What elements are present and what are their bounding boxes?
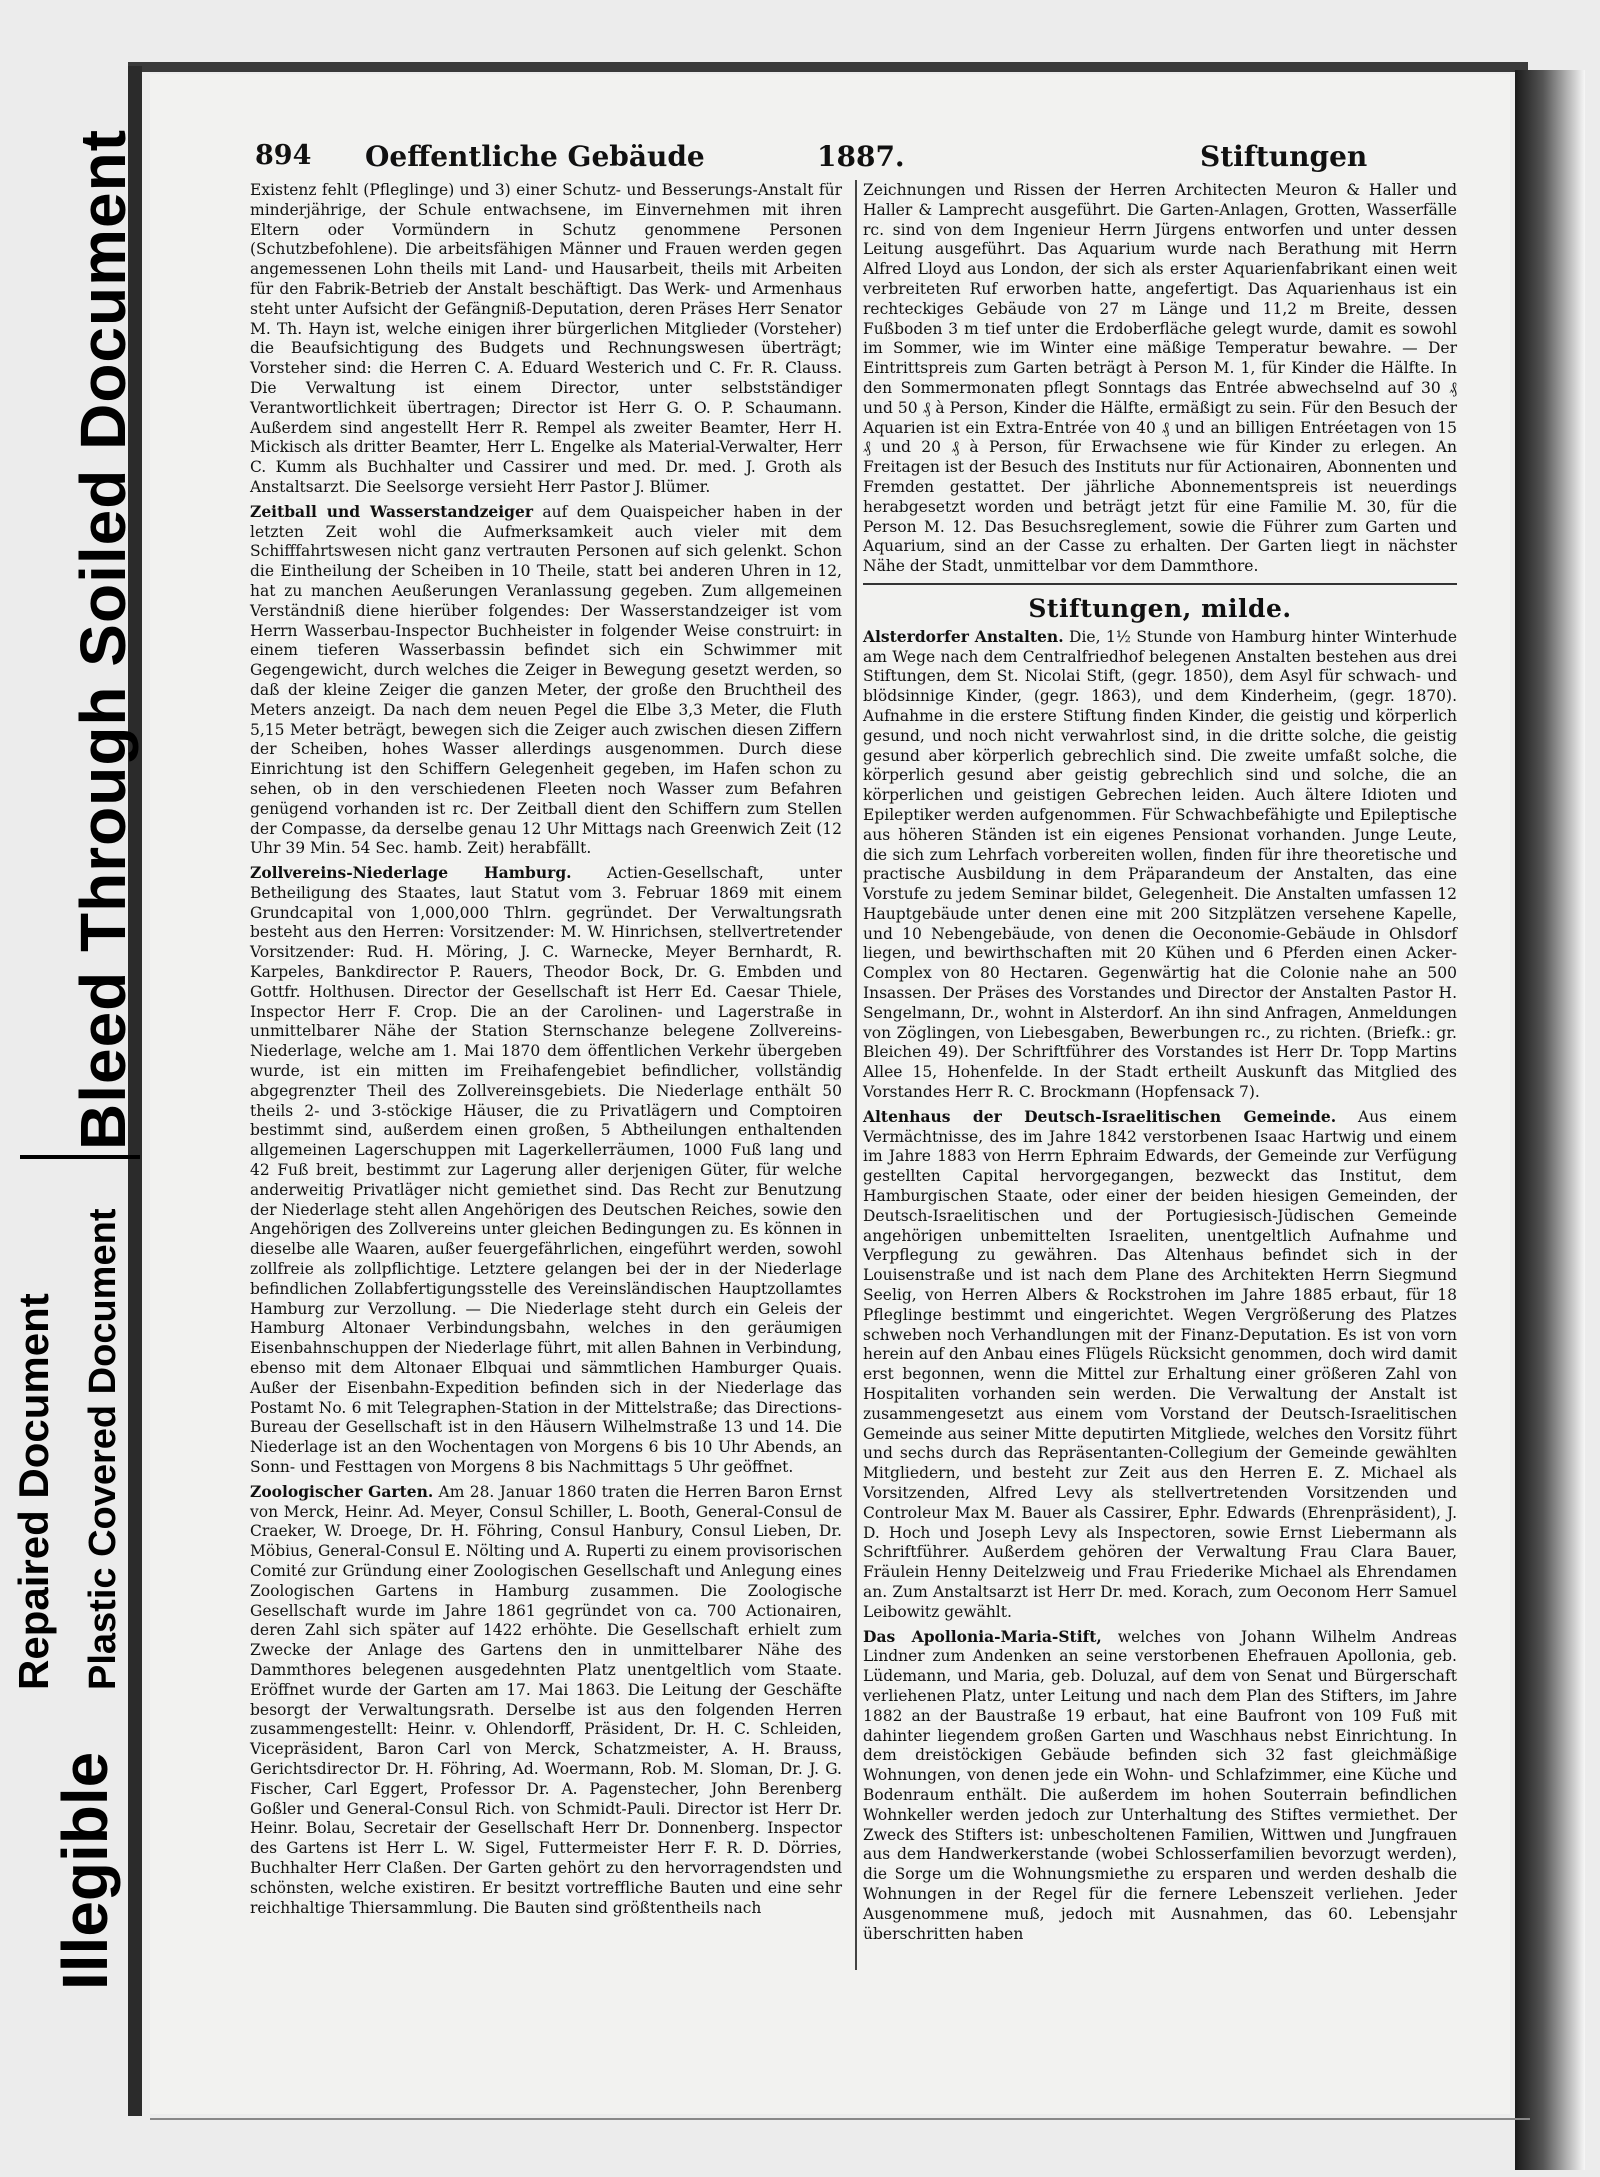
paragraph-altenhaus [863, 1107, 1457, 1623]
entry-text-zollvereins: Actien-Gesellschaft, unter Betheiligung des Staates, laut Statut vom 3. Februar 1869 mit einem Grundcapital von 1,000,000 Thlrn. gegründet. Der Verwaltungsrath besteht aus den Herren: Vorsitzender: M. W. Hinrichsen, stellvertretender Vorsitzender: Rud. H. Möring, J. C. Warnecke, Meyer Bernhardt, R. Karpeles, Bankdirector P. Rauers, Theodor Bock, Dr. G. Embden und Gottfr. Holthusen. Director der Gesellschaft ist Herr Ed. Caesar Thiele, Inspector Herr F. Crop. Die an der Carolinen- und Lagerstraße in unmittelbarer Nähe der Station Sternschanze belegene Zollvereins-Niederlage, welche am 1. Mai 1870 dem öffentlichen Verkehr übergeben wurde, ist ein mitten im Freihafengebiet befindlicher, vollständig abgegrenzter Theil des Zollvereinsgebiets. Die Niederlage enthält 50 theils 2- und 3-stöckige Häuser, die zu Privatlägern und Comptoiren bestimmt sind, außerdem einen großen, 5 Abtheilungen enthaltenden allgemeinen Lagerschuppen mit Lagerkellerräumen, 1000 Fuß lang und 42 Fuß breit, bestimmt zur Lagerung aller derjenigen Güter, für welche anderweitig Privatläger nicht gemiethet sind. Das Recht zur Benutzung der Niederlage steht allen Angehörigen des Deutschen Reiches, sowie den Angehörigen des Zollvereins unter gleichen Bedingungen zu. Es können in dieselbe alle Waaren, außer feuergefährlichen, eingeführt werden, sowohl zollfreie als zollpflichtige. Letztere gelangen bei der in der Niederlage befindlichen Zollabfertigungsstelle des Vereinsländischen Hauptzollamtes Hamburg zur Verzollung. — Die Niederlage steht durch ein Geleis der Hamburg Altonaer Verbindungsbahn, welches in den geräumigen Eisenbahnschuppen der Niederlage führt, mit allen Bahnen in Verbindung, ebenso mit dem Altonaer Elbquai und sämmtlichen Hamburger Quais. Außer der Eisenbahn-Expedition befinden sich in der Niederlage das Postamt No. 6 mit Telegraphen-Station in der Mittelstraße; das Directions-Bureau der Gesellschaft ist in den Häusern Wilhelmstraße 13 und 14. Die Niederlage ist an den Wochentagen von Morgens 6 bis 10 Uhr Abends, an Sonn- und Festtagen von Morgens 8 bis Nachmittags 5 Uhr geöffnet. [250, 864, 842, 1476]
header-left-title: Oeffentliche Gebäude [365, 140, 705, 173]
page-bottom-edge [150, 2118, 1530, 2120]
entry-text-apollonia: welches von Johann Wilhelm Andreas Lindner zum Andenken an seine verstorbenen Ehefrauen Apollonia, geb. Lüdemann, und Maria, geb. Doluzal, auf dem von Senat und Bürgerschaft verliehenen Platz, unter Leitung und nach dem Plan des Stifters, im Jahre 1882 an der Baustraße 19 erbaut, hat eine Baufront von 109 Fuß mit dahinter liegendem großen Garten und Waschhaus nebst Einrichtung. In dem dreistöckigen Gebäude befinden sich 32 fast gleichmäßige Wohnungen, von denen jede ein Wohn- und Schlafzimmer, eine Küche und Bodenraum enthält. Die außerdem im hohen Souterrain befindlichen Wohnkeller werden jedoch zur Unterhaltung des Stiftes vermiethet. Der Zweck des Stifters ist: unbescholtenen Familien, Wittwen und Jungfrauen aus dem Handwerkerstande (wobei Schlosserfamilien bevorzugt werden), die Sorge um die Wohnungsmiethe zu ersparen und werden deshalb die Wohnungen in der Regel für die fernere Lebenszeit verliehen. Jeder Ausgenommene muß, jedoch mit Ausnahmen, das 60. Lebensjahr überschritten haben [863, 1627, 1457, 1943]
page-number: 894 [255, 140, 312, 171]
section-heading-stiftungen: Stiftungen, milde. [1028, 593, 1292, 623]
entry-text-zoologischer-garten: Am 28. Januar 1860 traten die Herren Baron Ernst von Merck, Heinr. Ad. Meyer, Consul Schiller, L. Booth, General-Consul de Craeker, W. Droege, Dr. H. Föhring, Consul Hanbury, Consul Lieben, Dr. Möbius, General-Consul E. Nölting und A. Ruperti zu einem provisorischen Comité zur Gründung einer Zoologischen Gesellschaft und Anlegung eines Zoologischen Gartens in Hamburg zusammen. Die Zoologische Gesellschaft wurde im Jahre 1861 gegründet von ca. 700 Actionairen, deren Zahl sich später auf 1422 erhöhte. Die Gesellschaft erhielt zum Zwecke der Anlage des Gartens den in unmittelbarer Nähe des Dammthores belegenen ausgedehnten Platz unentgeltlich vom Staate. Eröffnet wurde der Garten am 17. Mai 1863. Die Leitung der Geschäfte besorgt der Verwaltungsrath. Derselbe ist aus den folgenden Herren zusammengestellt: Heinr. v. Ohlendorff, Präsident, Dr. H. C. Schleiden, Vicepräsident, Baron Carl von Merck, Schatzmeister, A. H. Brauss, Gerichtsdirector Dr. H. Föhring, Ad. Woermann, Rob. M. Sloman, Dr. J. G. Fischer, Carl Eggert, Professor Dr. A. Pagenstecher, John Berenberg Goßler und General-Consul Rich. von Schmidt-Pauli. Director ist Herr Dr. Heinr. Bolau, Secretair der Gesellschaft Herr Dr. Donnenberg. Inspector des Gartens ist Herr L. W. Sigel, Futtermeister Herr F. R. D. Dörries, Buchhalter Herr Claßen. Der Garten gehört zu den hervorragendsten und schönsten, welche existiren. Er besitzt vortreffliche Bauten und eine sehr reichhaltige Thiersammlung. Die Bauten sind größtentheils nach [250, 1482, 842, 1917]
paragraph-werk-armenhaus: Existenz fehlt (Pfleglinge) und 3) einer Schutz- und Besserungs-Anstalt für minderjährige, der Schule entwachsene, im Einvernehmen mit ihren Eltern oder Vormündern in Schutz genommene Personen (Schutzbefohlene). Die arbeitsfähigen Männer und Frauen werden gegen angemessenen Lohn theils mit Land- und Hausarbeit, theils mit Arbeiten für den Fabrik-Betrieb der Anstalt beschäftigt. Das Werk- und Armenhaus steht unter Aufsicht der Gefängniß-Deputation, deren Präses Herr Senator M. Th. Hayn ist, welche einigen ihrer bürgerlichen Mitglieder (Vorsteher) die Beaufsichtigung des Budgets und Rechnungswesen überträgt; Vorsteher sind: die Herren C. A. Eduard Westerich und C. Fr. R. Clauss. Die Verwaltung ist einem Director, unter selbstständiger Verantwortlichkeit übertragen; Director ist Herr G. O. P. Schaumann. Außerdem sind angestellt Herr R. Rempel als zweiter Beamter, Herr H. Mickisch als dritter Beamter, Herr L. Engelke als Material-Verwalter, Herr C. Kumm als Buchhalter und Cassirer und med. Dr. med. J. Groth als Anstaltsarzt. Die Seelsorge versieht Herr Pastor J. Blümer. [250, 181, 842, 496]
paragraph-apollonia-stift [863, 1627, 1457, 1945]
running-header [255, 140, 1485, 180]
paragraph-zollvereins-niederlage [250, 863, 842, 1478]
paragraph-alsterdorfer [863, 627, 1457, 1103]
stamp-illegible: Illegible [49, 1751, 121, 1990]
entry-text-altenhaus: Aus einem Vermächtnisse, des im Jahre 1842 verstorbenen Isaac Hartwig und einem im Jahre 1883 von Herrn Ephraim Edwards, der Gemeinde zur Verfügung gestellten Capital hervorgegangen, bezweckt das Institut, dem Hamburgischen Staate, oder einer der beiden hiesigen Gemeinden, der Deutsch-Israelitischen und der Portugiesisch-Jüdischen Gemeinde angehörigen unbemittelten Israeliten, unentgeltlich Aufnahme und Verpflegung zu gewähren. Das Altenhaus befindet sich in der Louisenstraße und ist nach dem Plane des Architekten Herrn Siegmund Seelig, von Herren Albers & Rockstrohen im Jahre 1885 erbaut, für 18 Pfleglinge bestimmt und eingerichtet. Wegen Vergrößerung des Platzes schweben noch Verhandlungen mit der Finanz-Deputation. Es ist von vorn herein auf den Anbau eines Flügels Rücksicht genommen, doch wird damit erst begonnen, wenn die Mittel zur Erhaltung einer größeren Zahl von Hospitaliten vorhanden sein werden. Die Verwaltung der Anstalt ist zusammengesetzt aus einem vom Vorstand der Deutsch-Israelitischen Gemeinde aus seiner Mitte deputirten Mitgliede, welches den Vorsitz führt und sechs durch das Repräsentanten-Collegium der Gemeinde gewählten Mitgliedern, und besteht zur Zeit aus den Herren E. Z. Michael als Vorsitzenden, Alfred Levy als stellvertretenden Vorsitzenden und Controleur Max M. Bauer als Cassirer, Ephr. Edwards (Ehrenpräsident), J. D. Hoch und Joseph Levy als Inspectoren, sowie Ernst Liebermann als Schriftführer. Außerdem gehören der Verwaltung Frau Clara Bauer, Fräulein Henny Deitelzweig und Frau Friederike Michael als Ehrendamen an. Zum Anstaltsarzt ist Herr Dr. med. Korach, zum Oeconom Herr Samuel Leibowitz gewählt. [863, 1107, 1458, 1621]
header-year: 1887. [817, 140, 905, 173]
stamp-repaired: Repaired Document [10, 1293, 57, 1690]
entry-title-zoologischer-garten: Zoologischer Garten. [250, 1481, 434, 1501]
entry-title-zollvereins: Zollvereins-Niederlage Hamburg. [250, 863, 572, 883]
stamp-bleed-through-soiled [66, 129, 140, 1150]
entry-title-zeitball: Zeitball und Wasserstandzeiger [250, 501, 534, 521]
right-column [863, 181, 1457, 1948]
paragraph-zeitball [250, 502, 842, 859]
stamp-divider [20, 1155, 140, 1159]
entry-title-alsterdorfer: Alsterdorfer Anstalten. [863, 626, 1064, 646]
page-edge-top [128, 62, 1528, 72]
paragraph-garten-continued: Zeichnungen und Rissen der Herren Architecten Meuron & Haller und Haller & Lamprecht ausgeführt. Die Garten-Anlagen, Grotten, Wasserfälle rc. sind von dem Ingenieur Herrn Jürgens entworfen und unter dessen Leitung ausgeführt. Das Aquarium wurde nach Berathung mit Herrn Alfred Lloyd aus London, der sich als erster Aquarienfabrikant einen weit verbreiteten Ruf erworben hatte, angefertigt. Das Aquarienhaus ist ein rechteckiges Gebäude von 27 m Länge und 11,2 m Breite, dessen Fußboden 3 m tief unter die Erdoberfläche gelegt wurde, damit es sowohl im Sommer, wie im Winter eine mäßige Temperatur bewahre. — Der Eintrittspreis zum Garten beträgt à Person M. 1, für Kinder die Hälfte. In den Sommermonaten pflegt Sonntags das Entrée abwechselnd auf 30 ₰ und 50 ₰ à Person, Kinder die Hälfte, ermäßigt zu sein. Für den Besuch der Aquarien ist ein Extra-Entrée von 40 ₰ und an billigen Entréetagen von 15 ₰ und 20 ₰ à Person, für Erwachsene wie für Kinder zu erlegen. An Freitagen ist der Besuch des Instituts nur für Actionairen, Abonnenten und Fremden gestattet. Der jährliche Abonnementspreis ist neuerdings herabgesetzt worden und beträgt jetzt für eine Familie M. 30, für die Person M. 12. Das Besuchsreglement, sowie die Führer zum Garten und Aquarium, sind an der Casse zu erhalten. Der Garten liegt in nächster Nähe der Stadt, unmittelbar vor dem Dammthore. [863, 181, 1457, 576]
column-divider [855, 180, 857, 1970]
stamp-bleed-through: Bleed Through [67, 685, 139, 1150]
section-rule [863, 583, 1457, 585]
left-column [250, 181, 842, 1922]
entry-text-alsterdorfer: Die, 1½ Stunde von Hamburg hinter Winterhude am Wege nach dem Centralfriedhof belegenen Anstalten bestehen aus drei Stiftungen, dem St. Nicolai Stift, (gegr. 1850), dem Asyl für schwach- und blödsinnige Kinder, (gegr. 1863), und dem Kinderheim, (gegr. 1870). Aufnahme in die erstere Stiftung finden Kinder, die geistig und körperlich gesund, und noch nicht verwahrlost sind, in die dritte solche, die geistig gesund aber körperlich gebrechlich sind. Die zweite umfaßt solche, die körperlich gesund aber geistig gebrechlich sind und solche, die an körperlichen und geistigen Gebrechen leiden. Auch ältere Idioten und Epileptiker werden aufgenommen. Für Schwachbefähigte und Epileptische aus höheren Ständen ist ein eigenes Pensionat vorhanden. Junge Leute, die sich zum Lehrfach vorbereiten wollen, finden für ihre theoretische und practische Ausbildung in dem Präparandeum der Anstalten, das eine Vorstufe zu jedem Seminar bildet, Gelegenheit. Die Anstalten umfassen 12 Hauptgebäude unter denen eine mit 200 Sitzplätzen versehene Kapelle, und 10 Nebengebäude, von denen die Oeconomie-Gebäude in Ohlsdorf liegen, und bewirthschaften mit 20 Kühen und 6 Pferden einen Acker-Complex von 80 Hectaren. Gegenwärtig hat die Colonie nahe an 500 Insassen. Der Präses des Vorstandes und Director der Anstalten Pastor H. Sengelmann, Dr., wohnt in Alsterdorf. An ihn sind Anfragen, Anmeldungen von Zöglingen, von Liebesgaben, Bewerbungen rc., zu richten. (Briefk.: gr. Bleichen 49). Der Schriftführer des Vorstandes ist Herr Dr. Topp Martins Allee 15, Hohenfelde. In der Stadt ertheilt Auskunft das Mitglied des Vorstandes Herr R. C. Brockmann (Hopfensack 7). [863, 627, 1458, 1102]
entry-text-zeitball: auf dem Quaispeicher haben in der letzten Zeit wohl die Aufmerksamkeit auch vieler mit dem Schifffahrtswesen nicht ganz vertrauten Personen auf sich gelenkt. Schon die Eintheilung der Scheiben in 10 Theile, statt bei anderen Uhren in 12, hat zu manchen Aeußerungen Veranlassung gegeben. Zum allgemeinen Verständniß diene hierüber folgendes: Der Wasserstandzeiger ist vom Herrn Wasserbau-Inspector Buchheister in folgender Weise construirt: in einem tieferen Wasserbassin befindet sich ein Schwimmer mit Gegengewicht, durch welches die Zeiger in Bewegung gesetzt werden, so daß der kleine Zeiger die ganzen Meter, der große den Bruchtheil des Meters anzeigt. Da nach dem neuen Pegel die Elbe 3,3 Meter, die Fluth 5,15 Meter beträgt, bewegen sich die Zeiger auch zwischen diesen Ziffern der Scheiben, hohes Wasser allerdings ausgenommen. Durch diese Einrichtung ist den Schiffern Gelegenheit gegeben, im Hafen schon zu sehen, ob in den verschiedenen Fleeten noch Wasser zum Befahren genügend vorhanden ist rc. Der Zeitball dient den Schiffern zum Stellen der Compasse, da derselbe genau 12 Uhr Mittags nach Greenwich Zeit (12 Uhr 39 Min. 54 Sec. hamb. Zeit) herabfällt. [250, 502, 842, 858]
paragraph-zoologischer-garten [250, 1482, 842, 1919]
stamp-plastic-covered: Plastic Covered Document [82, 1208, 124, 1690]
binding-shadow [1515, 70, 1585, 2170]
entry-title-apollonia: Das Apollonia-Maria-Stift, [863, 1626, 1102, 1646]
stamp-soiled: Soiled Document [67, 128, 139, 667]
entry-title-altenhaus: Altenhaus der Deutsch-Israelitischen Gemeinde. [863, 1106, 1337, 1126]
header-right-title: Stiftungen [1200, 140, 1368, 173]
